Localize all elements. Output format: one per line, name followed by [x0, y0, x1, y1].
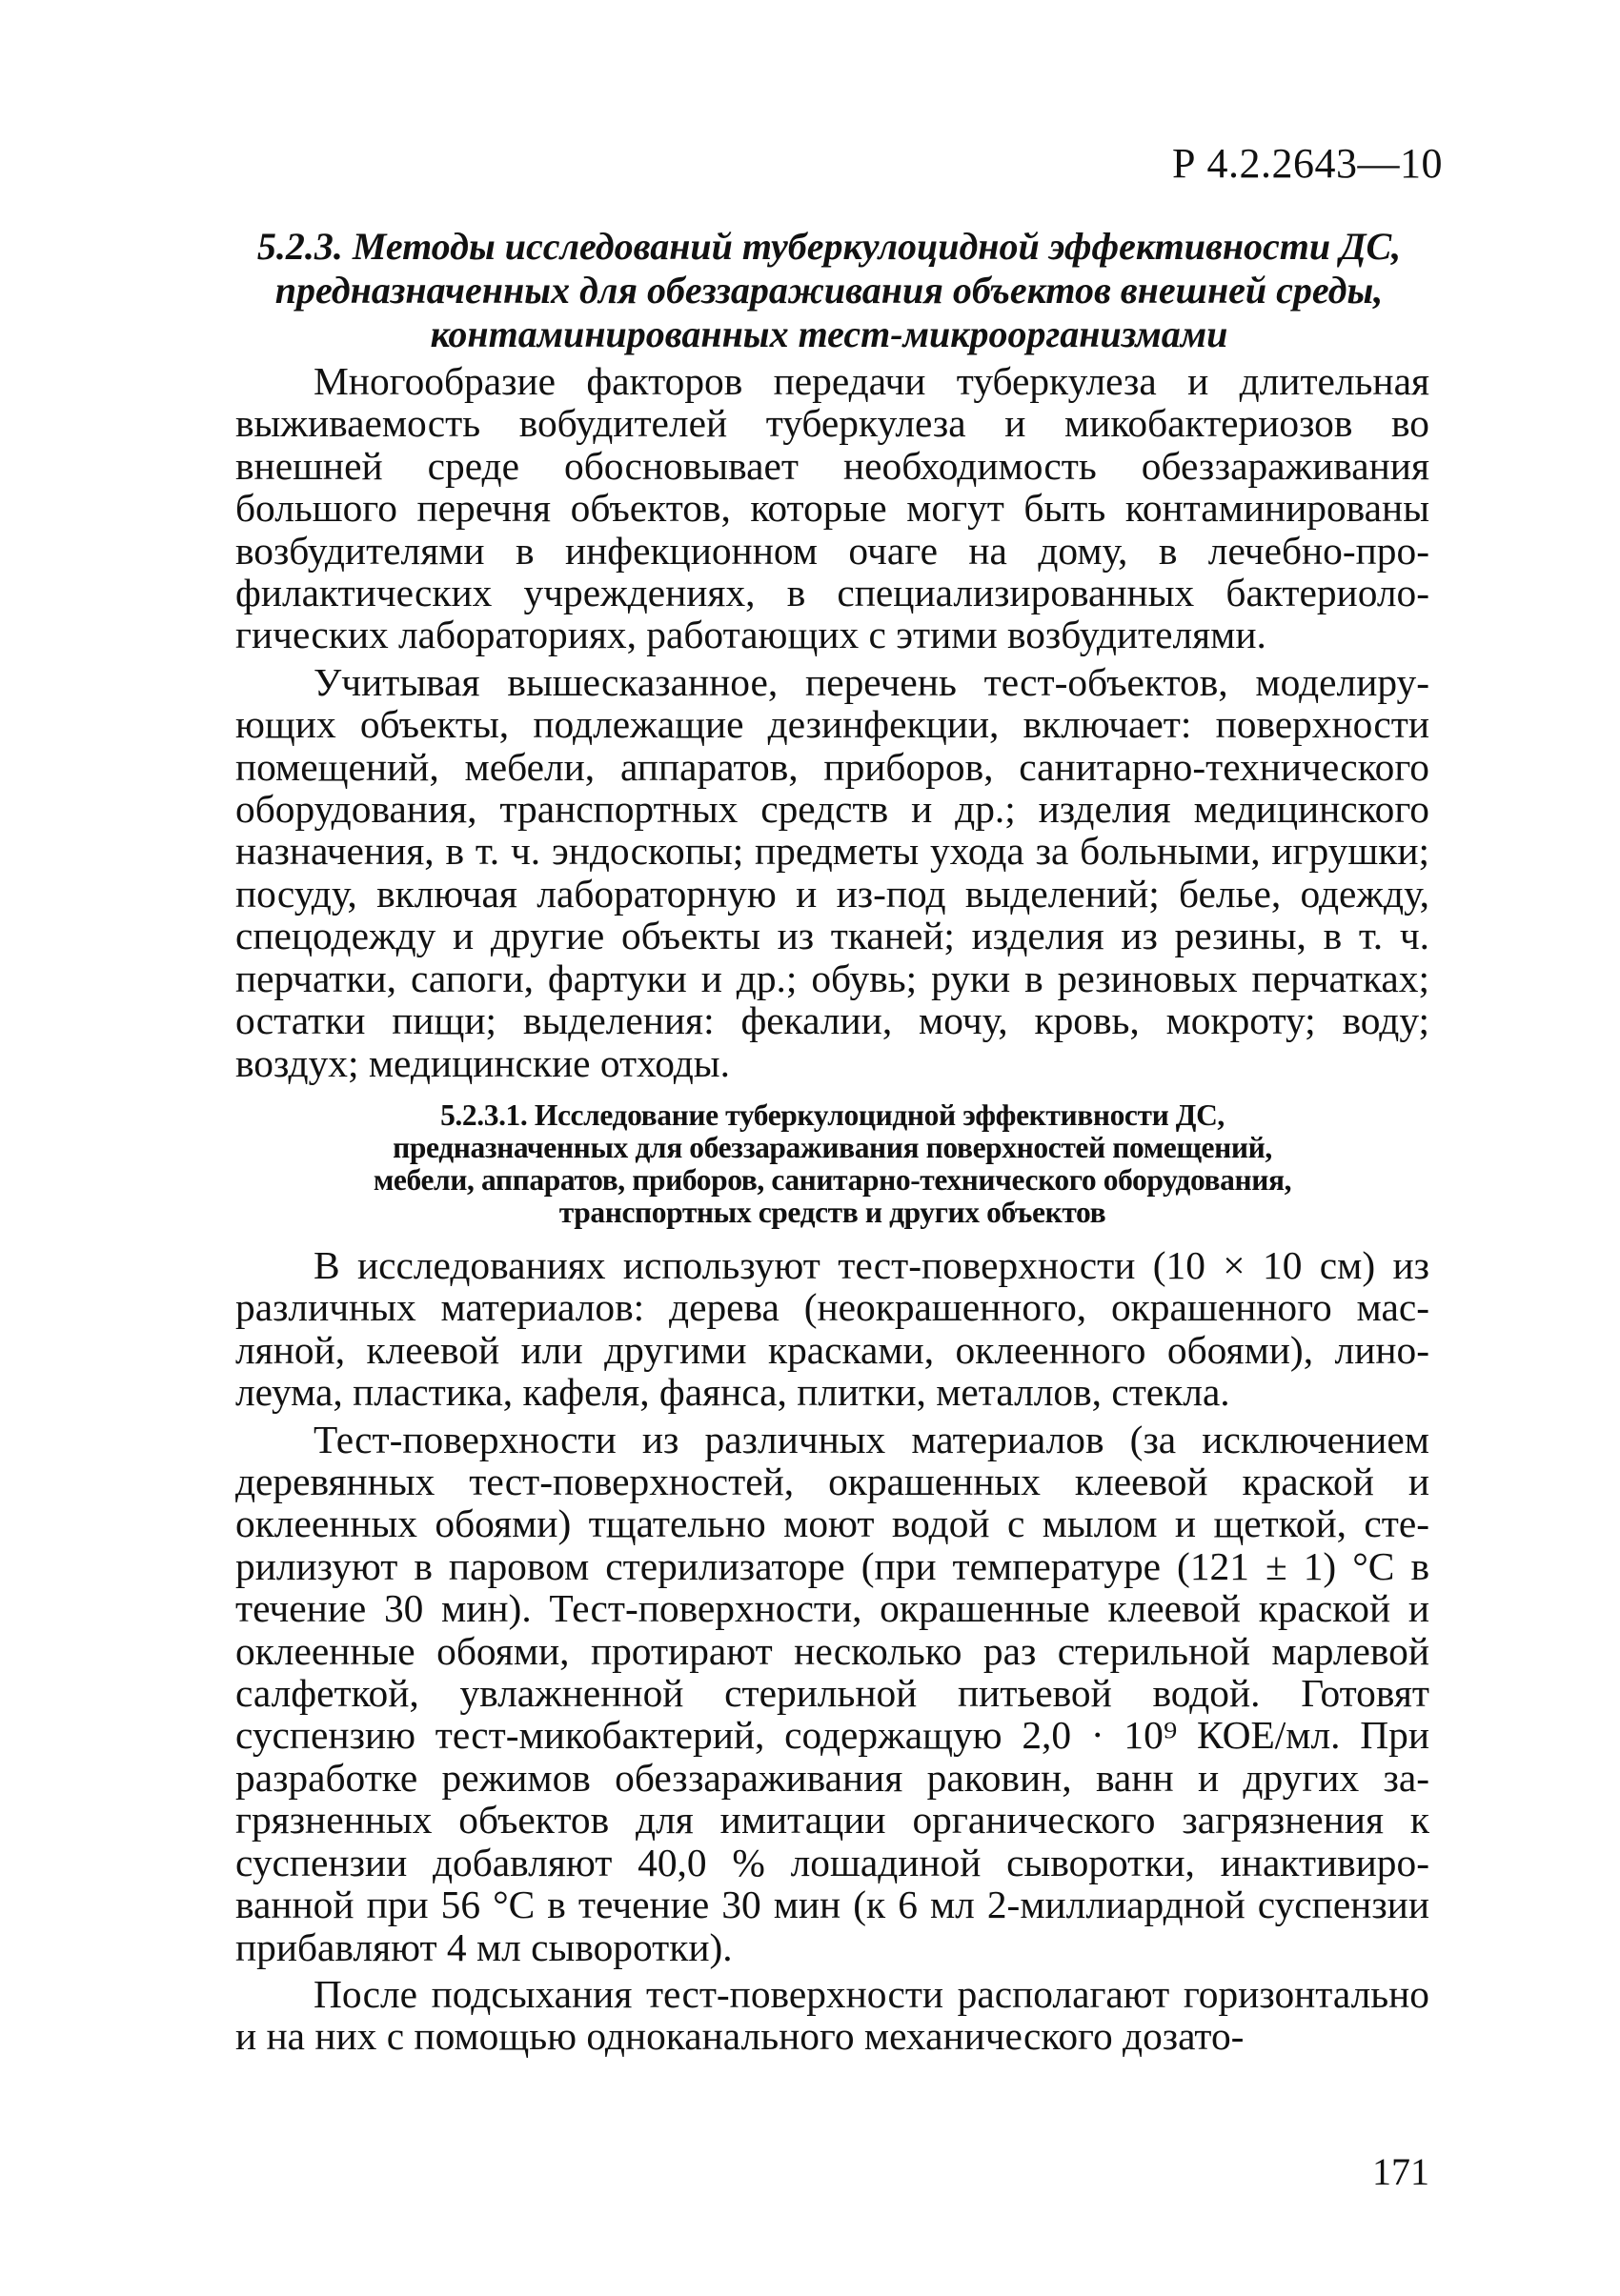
- subsection-heading-line: предназначенных для обеззараживания поверхностей помещений,: [393, 1131, 1272, 1164]
- section-heading-line: предназначенных для обеззараживания объектов внешней среды,: [274, 269, 1384, 312]
- subsection-heading-line: 5.2.3.1. Исследование туберкулоцидной эффективности ДС,: [440, 1098, 1225, 1132]
- section-heading-line: контаминированных тест-микроорганизмами: [430, 312, 1228, 355]
- subsection-heading-line: транспортных средств и других объектов: [558, 1196, 1106, 1229]
- document-code: Р 4.2.2643—10: [1172, 140, 1443, 187]
- paragraph: В исследованиях используют тест-поверхности (10 × 10 см) из различных материалов: дерева (неокрашенного, окрашенного масляной, клеевой или другими красками, оклеенного обоями), линолеума, пластика, кафеля, фаянса, плитки, металлов, стекла.: [235, 1243, 1429, 1415]
- paragraph: После подсыхания тест-поверхности располагают горизонтально и на них с помощью одноканального механического дозато-: [235, 1971, 1429, 2059]
- section-body: [235, 360, 1429, 1089]
- subsection-body: [235, 1244, 1429, 2063]
- section-heading-line: 5.2.3. Методы исследований туберкулоцидной эффективности ДС,: [256, 225, 1402, 268]
- subsection-heading: [235, 1099, 1429, 1229]
- section-heading: [229, 225, 1429, 356]
- page-number: 171: [1372, 2150, 1429, 2193]
- subsection-heading-line: мебели, аппаратов, приборов, санитарно-технического оборудования,: [373, 1163, 1292, 1197]
- paragraph: Многообразие факторов передачи туберкулеза и длительная выживаемость вобудителей туберкулеза и микобактериозов во внешней среде обосновывает необходимость обеззараживания большого перечня объектов, которые могут быть контаминированы возбудителями в инфекционном очаге на дому, в лечебно-профилактических учреждениях, в специализированных бактериологических лабораториях, работающих с этими возбудителями.: [235, 359, 1429, 657]
- paragraph: Тест-поверхности из различных материалов (за исключением деревянных тест-поверхностей, окрашенных клеевой краской и оклеенных обоями) тщательно моют водой с мылом и щеткой, стерилизуют в паровом стерилизаторе (при температуре (121 ± 1) °С в течение 30 мин). Тест-поверхности, окрашенные клеевой краской и оклеенные обоями, протирают несколько раз стерильной марлевой салфеткой, увлажненной стерильной питьевой водой. Готовят суспензию тест-микобактерий, содержащую 2,0 · 10⁹ КОЕ/мл. При разработке режимов обеззараживания раковин, ванн и других загрязненных объектов для имитации органического загрязнения к суспензии добавляют 40,0 % лошадиной сыворотки, инактивированной при 56 °С в течение 30 мин (к 6 мл 2-миллиардной суспензии прибавляют 4 мл сыворотки).: [235, 1417, 1429, 1969]
- paragraph: Учитывая вышесказанное, перечень тест-объектов, моделирующих объекты, подлежащие дезинфекции, включает: поверхности помещений, мебели, аппаратов, приборов, санитарно-технического оборудования, транспортных средств и др.; изделия медицинского назначения, в т. ч. эндоскопы; предметы ухода за больными, игрушки; посуду, включая лабораторную и из-под выделений; белье, одежду, спецодежду и другие объекты из тканей; изделия из резины, в т. ч. перчатки, сапоги, фартуки и др.; обувь; руки в резиновых перчатках; остатки пищи; выделения: фекалии, мочу, кровь, мокроту; воду; воздух; медицинские отходы.: [235, 659, 1429, 1085]
